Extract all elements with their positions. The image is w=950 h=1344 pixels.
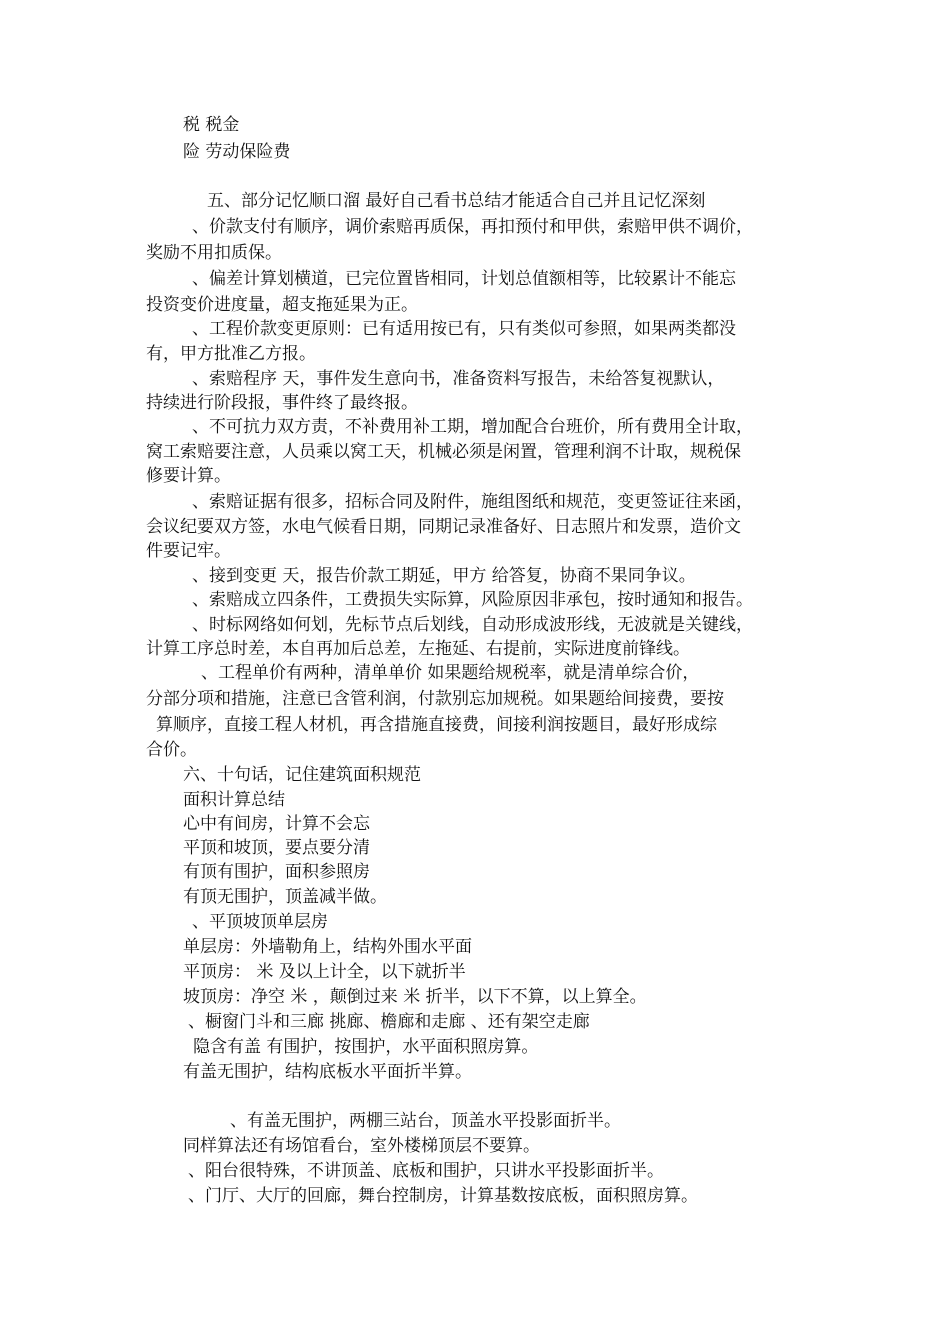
- text-line: 有顶有围护，面积参照房: [183, 862, 370, 882]
- text-line: 坡顶房：净空 米 ，颠倒过来 米 折半，以下不算，以上算全。: [183, 987, 647, 1007]
- text-line: 、偏差计算划横道，已完位置皆相同，计划总值额相等，比较累计不能忘: [192, 269, 736, 289]
- text-line: 隐含有盖 有围护，按围护，水平面积照房算。: [193, 1037, 539, 1057]
- text-line-tax: 税 税金: [183, 115, 240, 135]
- text-line: 有顶无围护，顶盖减半做。: [183, 887, 387, 907]
- text-line: 、索赔程序 天，事件发生意向书，准备资料写报告，未给答复视默认，: [192, 369, 725, 389]
- text-line: 面积计算总结: [183, 790, 285, 810]
- text-line: 、工程价款变更原则：已有适用按已有，只有类似可参照，如果两类都没: [192, 319, 736, 339]
- text-line: 、不可抗力双方责，不补费用补工期，增加配合台班价，所有费用全计取，: [192, 417, 753, 437]
- text-line: 、平顶坡顶单层房: [192, 912, 328, 932]
- text-line: 、工程单价有两种，清单单价 如果题给规税率，就是清单综合价，: [201, 663, 700, 683]
- text-line: 、索赔证据有很多，招标合同及附件，施组图纸和规范，变更签证往来函，: [192, 492, 753, 512]
- text-line: 平顶房： 米 及以上计全，以下就折半: [183, 962, 466, 982]
- text-line: 窝工索赔要注意，人员乘以窝工天，机械必须是闲置，管理利润不计取，规税保: [146, 442, 741, 462]
- text-line: 同样算法还有场馆看台，室外楼梯顶层不要算。: [183, 1136, 540, 1156]
- text-line: 、接到变更 天，报告价款工期延，甲方 给答复，协商不果同争议。: [192, 566, 696, 586]
- text-line-insurance: 险 劳动保险费: [183, 142, 291, 162]
- text-line: 平顶和坡顶，要点要分清: [183, 838, 370, 858]
- text-line: 、橱窗门斗和三廊 挑廊、檐廊和走廊 、还有架空走廊: [188, 1012, 590, 1032]
- text-line: 有盖无围护，结构底板水平面折半算。: [183, 1062, 472, 1082]
- text-line: 分部分项和措施，注意已含管利润，付款别忘加规税。如果题给间接费，要按: [146, 689, 724, 709]
- text-line: 、时标网络如何划，先标节点后划线，自动形成波形线，无波就是关键线，: [192, 615, 753, 635]
- text-line: 会议纪要双方签，水电气候看日期，同期记录准备好、日志照片和发票，造价文: [146, 517, 741, 537]
- text-line: 、索赔成立四条件，工费损失实际算，风险原因非承包，按时通知和报告。: [192, 590, 753, 610]
- text-line: 奖励不用扣质保。: [146, 243, 282, 263]
- text-line: 修要计算。: [146, 466, 231, 486]
- text-line: 心中有间房，计算不会忘: [183, 814, 370, 834]
- text-line: 、阳台很特殊，不讲顶盖、底板和围护，只讲水平投影面折半。: [188, 1161, 664, 1181]
- text-line: 算顺序，直接工程人材机，再含措施直接费，间接利润按题目，最好形成综: [156, 715, 717, 735]
- text-line: 、价款支付有顺序，调价索赔再质保，再扣预付和甲供，索赔甲供不调价，: [192, 217, 753, 237]
- text-line: 计算工序总时差，本自再加后总差，左拖延、右提前，实际进度前锋线。: [146, 639, 690, 659]
- text-line: 投资变价进度量，超支拖延果为正。: [146, 295, 418, 315]
- text-line: 持续进行阶段报，事件终了最终报。: [146, 393, 418, 413]
- section-heading-five: 五、部分记忆顺口溜 最好自己看书总结才能适合自己并且记忆深刻: [207, 191, 706, 211]
- text-line: 合价。: [146, 740, 197, 760]
- text-line: 单层房：外墙勒角上，结构外围水平面: [183, 937, 472, 957]
- text-line: 、门厅、大厅的回廊，舞台控制房，计算基数按底板，面积照房算。: [188, 1186, 698, 1206]
- text-line: 件要记牢。: [146, 541, 231, 561]
- text-line: 、有盖无围护，两棚三站台，顶盖水平投影面折半。: [230, 1111, 621, 1131]
- text-line: 有，甲方批准乙方报。: [146, 344, 316, 364]
- section-heading-six: 六、十句话，记住建筑面积规范: [183, 765, 421, 785]
